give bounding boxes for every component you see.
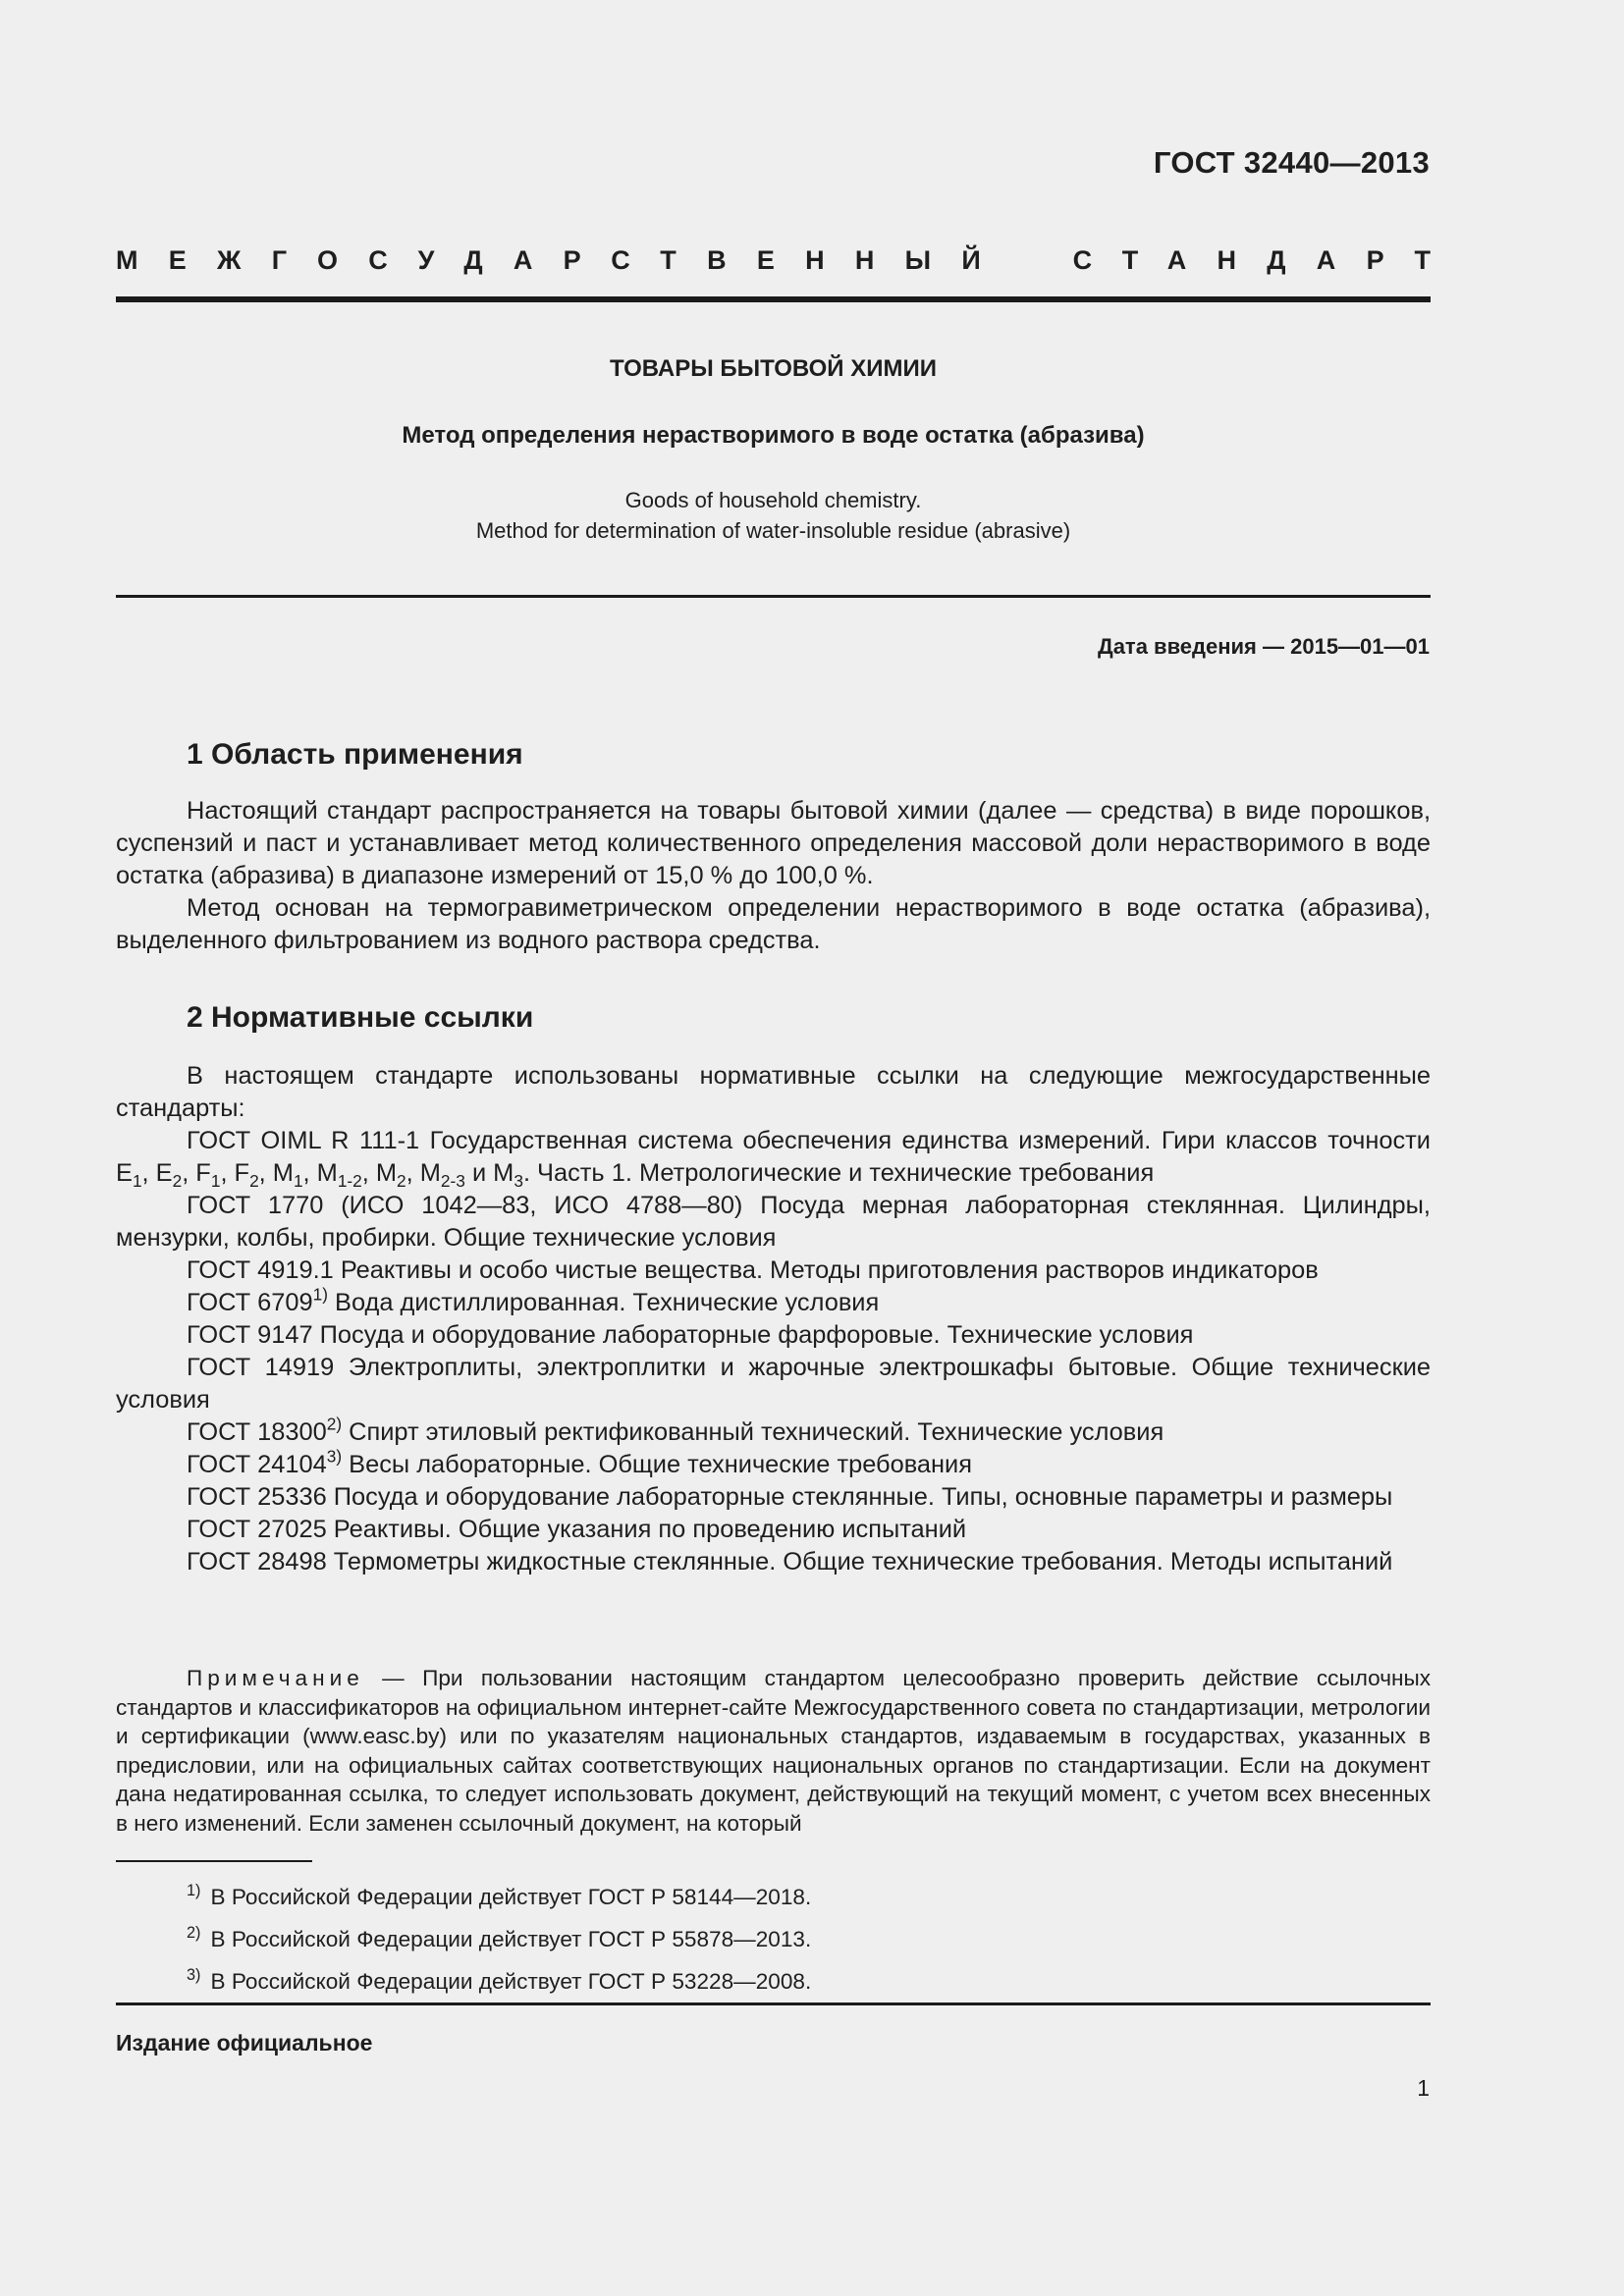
reference-gost-1770: ГОСТ 1770 (ИСО 1042—83, ИСО 4788—80) Посуда мерная лабораторная стеклянная. Цилиндры, мензурки, колбы, пробирки. Общие технические условия [116, 1192, 1431, 1252]
subtitle-russian: Метод определения нерастворимого в воде остатка (абразива) [402, 422, 1145, 449]
introduction-date: Дата введения — 2015—01—01 [1098, 634, 1430, 659]
title-divider [116, 595, 1431, 598]
footnote-mark-2: 2) [326, 1414, 343, 1434]
section-2-heading: 2 Нормативные ссылки [187, 1001, 534, 1034]
section-1-body [116, 795, 1431, 957]
title-russian: ТОВАРЫ БЫТОВОЙ ХИМИИ [610, 355, 937, 382]
note-block [116, 1664, 1431, 1838]
reference-gost-4919: ГОСТ 4919.1 Реактивы и особо чистые вещества. Методы приготовления растворов индикаторов [187, 1256, 1319, 1284]
footnote-1: $^{1)}$ В Российской Федерации действует ГОСТ Р 58144—2018. [187, 1882, 812, 1909]
reference-gost-25336: ГОСТ 25336 Посуда и оборудование лабораторные стеклянные. Типы, основные параметры и размеры [187, 1483, 1393, 1511]
section-2-intro: В настоящем стандарте использованы нормативные ссылки на следующие межгосударственные стандарты: [116, 1062, 1431, 1122]
footnote-3: $^{3)}$ В Российской Федерации действует ГОСТ Р 53228—2008. [187, 1965, 812, 1994]
section-1-paragraph-2: Метод основан на термогравиметрическом определении нерастворимого в воде остатка (абразива), выделенного фильтрованием из водного раствора средства. [116, 894, 1431, 954]
title-english [116, 485, 1431, 546]
note-text: — При пользовании настоящим стандартом целесообразно проверить действие ссылочных стандартов и классификаторов на официальном интернет-сайте Межгосударственного совета по стандартизации, метрологии и сертификации (www.easc.by) или по указателям национальных стандартов, издаваемым в государствах, указанных в предисловии, или на официальных сайтах соответствующих национальных органов по стандартизации. Если на документ дана недатированная ссылка, то следует использовать документ, действующий на текущий момент, с учетом всех внесенных в него изменений. Если заменен ссылочный документ, на который [116, 1666, 1431, 1836]
note-label: Примечание [187, 1666, 364, 1690]
document-code: ГОСТ 32440—2013 [1153, 145, 1430, 180]
section-1-paragraph-1: Настоящий стандарт распространяется на товары бытовой химии (далее — средства) в виде порошков, суспензий и паст и устанавливает метод количественного определения массовой доли нерастворимого в воде остатка (абразива) в диапазоне измерений от 15,0 % до 100,0 %. [116, 797, 1431, 889]
title-english-line-1: Goods of household chemistry. [624, 488, 922, 512]
footnote-2: $^{2)}$ В Российской Федерации действует ГОСТ Р 55878—2013. [187, 1923, 812, 1951]
reference-gost-24104: ГОСТ 24104$^{3)}$ Весы лабораторные. Общие технические требования [187, 1446, 972, 1478]
standard-type-word-1: МЕЖГОСУДАРСТВЕННЫЙ [116, 245, 1012, 275]
title-english-line-2: Method for determination of water-insoluble residue (abrasive) [475, 518, 1071, 543]
footnote-mark-3: 3) [326, 1446, 343, 1467]
footnotes [187, 1873, 811, 2000]
page-number: 1 [1417, 2075, 1430, 2101]
top-divider [116, 296, 1431, 302]
standard-type-word-2: СТАНДАРТ [1072, 245, 1462, 275]
reference-gost-27025: ГОСТ 27025 Реактивы. Общие указания по проведению испытаний [187, 1516, 967, 1543]
standard-type-banner [116, 245, 1462, 276]
reference-gost-14919: ГОСТ 14919 Электроплиты, электроплитки и жарочные электрошкафы бытовые. Общие технические условия [116, 1354, 1431, 1414]
reference-gost-6709: ГОСТ 6709$^{1)}$ Вода дистиллированная. Технические условия [187, 1284, 880, 1316]
reference-gost-28498: ГОСТ 28498 Термометры жидкостные стеклянные. Общие технические требования. Методы испытаний [187, 1548, 1393, 1575]
reference-oiml: ГОСТ OIML R 111-1 Государственная система обеспечения единства измерений. Гири классов точности $E_1$, $E_2$, $F_1$, $F_2$, $M_1$, $M_{1-2}$, $M_2$, $M_{2-3}$ и $M_3$. Часть 1. Метрологические и технические требования [116, 1127, 1431, 1192]
section-2-body [116, 1060, 1431, 1578]
footnote-mark-1: 1) [312, 1284, 328, 1305]
reference-gost-9147: ГОСТ 9147 Посуда и оборудование лабораторные фарфоровые. Технические условия [187, 1321, 1194, 1349]
official-edition-label: Издание официальное [116, 2030, 373, 2056]
section-1-heading: 1 Область применения [187, 738, 523, 771]
footnote-divider [116, 1860, 312, 1862]
reference-gost-18300: ГОСТ 18300$^{2)}$ Спирт этиловый ректификованный технический. Технические условия [187, 1414, 1164, 1446]
bottom-divider [116, 2002, 1431, 2005]
